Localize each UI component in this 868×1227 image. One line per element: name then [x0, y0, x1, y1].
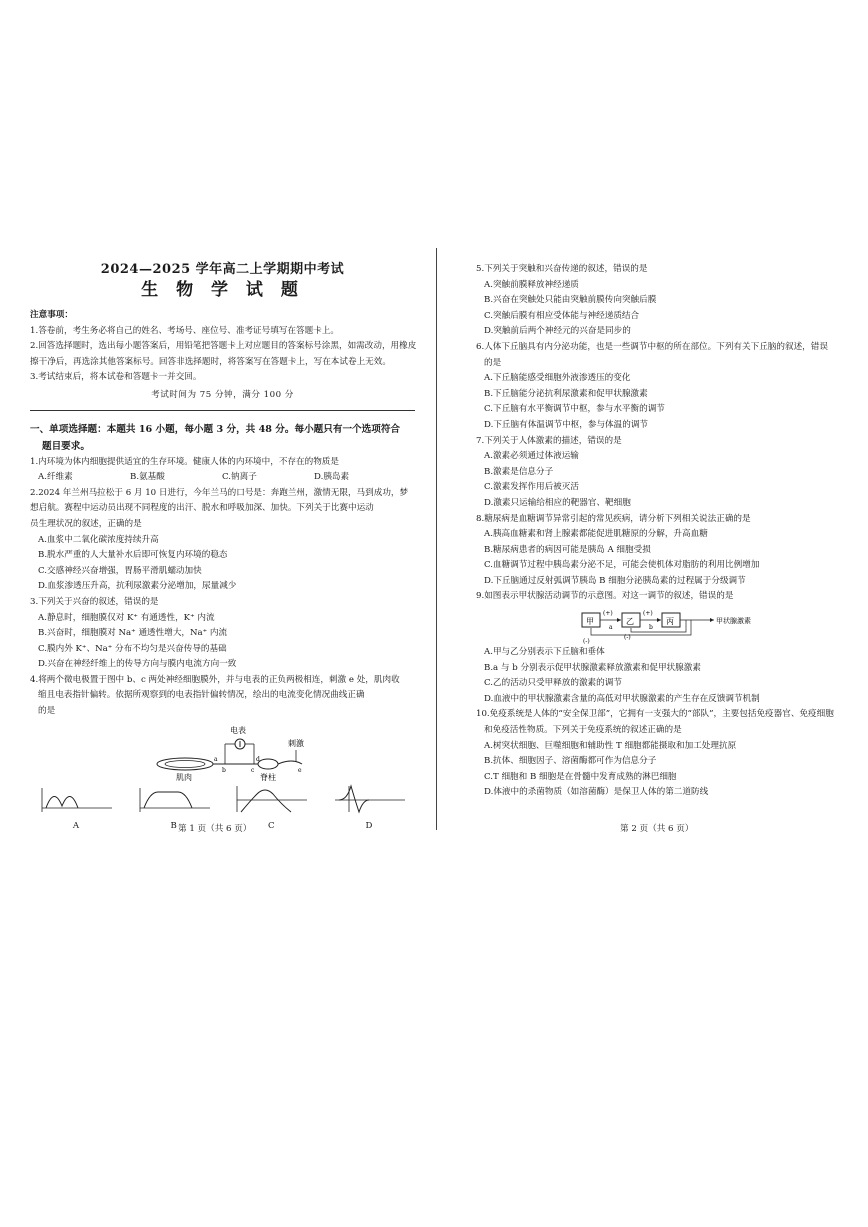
- option-b: B.糖尿病患者的病因可能是胰岛 A 细胞受损: [484, 544, 651, 555]
- muscle-label: 肌肉: [176, 772, 192, 782]
- question-stem: 缩且电表指针偏转。依据所观察到的电表指针偏转情况，绘出的电流变化情况曲线正确: [38, 690, 365, 701]
- graph-label: C: [268, 821, 275, 832]
- option-a: A.纤维素: [38, 472, 73, 483]
- plus-sign: (+): [643, 610, 653, 618]
- option-b: B.下丘脑能分泌抗利尿激素和促甲状腺激素: [484, 388, 648, 399]
- question-8: [476, 512, 861, 590]
- option-a: A.激素必须通过体液运输: [484, 451, 579, 462]
- section-heading-cont: 题目要求。: [42, 440, 90, 452]
- option-d: D.胰岛素: [314, 472, 350, 483]
- question-9: [476, 589, 861, 707]
- option-d: D.血液中的甲状腺激素含量的高低对甲状腺激素的产生存在反馈调节机制: [484, 693, 760, 704]
- option-c: C.突触后膜有相应受体能与神经递质结合: [484, 310, 640, 321]
- point-label: d: [256, 755, 260, 763]
- question-stem: 5.下列关于突触和兴奋传递的叙述，错误的是: [476, 264, 648, 274]
- graph-a: [36, 784, 116, 832]
- meter-label: 电表: [230, 725, 246, 735]
- option-b: B.兴奋时，细胞膜对 Na⁺ 通透性增大，Na⁺ 内流: [38, 628, 228, 639]
- option-b: B.激素是信息分子: [484, 466, 554, 477]
- box-bing: 丙: [666, 617, 674, 627]
- option-d: D.体液中的杀菌物质（如溶菌酶）是保卫人体的第二道防线: [484, 787, 709, 798]
- section-heading: 一、单项选择题：本题共 16 小题，每小题 3 分，共 48 分。每小题只有一个选项符合: [30, 423, 401, 435]
- option-a: A.突触前膜释放神经递质: [484, 279, 579, 290]
- curve-graph: [134, 784, 214, 814]
- question-stem: 的是: [38, 706, 56, 717]
- option-d: D.突触前后两个神经元的兴奋是同步的: [484, 326, 631, 337]
- option-d: D.血浆渗透压升高，抗利尿激素分泌增加，尿量减少: [38, 581, 237, 592]
- options-row: [30, 470, 415, 486]
- label-a: a: [609, 624, 613, 632]
- nerve-muscle-figure: [30, 720, 415, 784]
- point-label: c: [251, 766, 255, 774]
- question-stem: 9.如图表示甲状腺活动调节的示意图。对这一调节的叙述，错误的是: [476, 591, 734, 602]
- option-b: B.a 与 b 分别表示促甲状腺激素释放激素和促甲状腺激素: [484, 662, 701, 673]
- question-stem: 6.人体下丘脑具有内分泌功能，也是一些调节中枢的所在部位。下列有关下丘脑的叙述，错误: [476, 341, 828, 352]
- point-label: e: [298, 766, 302, 774]
- option-a: A.树突状细胞、巨噬细胞和辅助性 T 细胞都能摄取和加工处理抗原: [484, 740, 737, 751]
- option-b: B.兴奋在突触处只能由突触前膜传向突触后膜: [484, 295, 657, 306]
- plus-sign: (+): [603, 610, 613, 618]
- notice-heading: 注意事项：: [30, 310, 73, 320]
- box-yi: 乙: [626, 617, 634, 627]
- stimulus-label: 刺激: [288, 738, 304, 748]
- option-b: B.脱水严重的人大量补水后即可恢复内环境的稳态: [38, 550, 228, 561]
- question-stem: 的是: [484, 357, 502, 368]
- right-page: [476, 262, 861, 801]
- option-a: A.血浆中二氧化碳浓度持续升高: [38, 534, 159, 545]
- graph-d: [329, 784, 409, 832]
- output-label: 甲状腺激素: [716, 617, 751, 626]
- option-c: C.膜内外 K⁺、Na⁺ 分布不均匀是兴奋传导的基础: [38, 643, 227, 654]
- question-1: [30, 455, 415, 486]
- option-d: D.下丘脑通过反射弧调节胰岛 B 细胞分泌胰岛素的过程属于分级调节: [484, 575, 746, 586]
- notice-line: 2.回答选择题时，选出每小题答案后，用铅笔把答题卡上对应题目的答案标号涂黑，如需改动，用橡皮: [30, 341, 417, 352]
- option-d: D.兴奋在神经纤维上的传导方向与膜内电流方向一致: [38, 659, 237, 670]
- question-stem: 想启航。赛程中运动员出现不同程度的出汗、脱水和呼吸加深、加快。下列关于比赛中运动: [30, 503, 374, 514]
- page-footer-left: 第 1 页（共 6 页）: [178, 824, 252, 834]
- option-b: B.抗体、细胞因子、溶菌酶都可作为信息分子: [484, 756, 657, 767]
- page-footer-right: 第 2 页（共 6 页）: [620, 824, 694, 834]
- question-10: [476, 707, 861, 801]
- question-stem: 1.内环境为体内细胞提供适宜的生存环境。健康人体的内环境中，不存在的物质是: [30, 456, 339, 467]
- curve-graph: [36, 784, 116, 814]
- question-6: [476, 340, 861, 434]
- curve-graph: [231, 784, 311, 814]
- notice-block: [30, 308, 415, 404]
- box-jia: 甲: [586, 617, 594, 627]
- option-d: D.激素只运输给相应的靶器官、靶细胞: [484, 497, 631, 508]
- graph-label: B: [170, 821, 177, 832]
- option-c: C.血糖调节过程中胰岛素分泌不足，可能会使机体对脂肪的利用比例增加: [484, 560, 760, 571]
- option-a: A.下丘脑能感受细胞外液渗透压的变化: [484, 373, 631, 384]
- question-stem: 3.下列关于兴奋的叙述，错误的是: [30, 596, 159, 607]
- minus-sign: (-): [624, 634, 631, 642]
- question-7: [476, 434, 861, 512]
- notice-line: 3.考试结束后，将本试卷和答题卡一并交回。: [30, 372, 202, 383]
- question-5: [476, 262, 861, 340]
- exam-header: [30, 262, 415, 302]
- divider: [30, 410, 415, 411]
- question-stem: 员生理状况的叙述，正确的是: [30, 518, 142, 529]
- thyroid-regulation-diagram: [476, 605, 861, 645]
- minus-sign: (-): [583, 638, 590, 646]
- option-d: D.下丘脑有体温调节中枢，参与体温的调节: [484, 419, 649, 430]
- point-label: b: [222, 766, 226, 774]
- subject-title: 生 物 学 试 题: [141, 280, 304, 300]
- graph-label: D: [365, 821, 373, 832]
- option-c: C.钠离子: [222, 472, 257, 483]
- question-stem: 10.免疫系统是人体的“安全保卫部”，它拥有一支强大的“部队”，主要包括免疫器官、免疫细胞: [476, 709, 834, 720]
- option-a: A.静息时，细胞膜仅对 K⁺ 有通透性，K⁺ 内流: [38, 612, 215, 623]
- option-c: C.下丘脑有水平衡调节中枢，参与水平衡的调节: [484, 404, 665, 415]
- question-stem: 2.2024 年兰州马拉松于 6 月 10 日进行，今年兰马的口号是：奔跑兰州，激情无限，马到成功，梦: [30, 487, 409, 498]
- label-b: b: [649, 624, 653, 632]
- notice-line: 擦干净后，再选涂其他答案标号。回答非选择题时，将答案写在答题卡上，写在本试卷上无效。: [30, 356, 391, 367]
- option-c: C.激素发挥作用后被灭活: [484, 482, 579, 493]
- question-stem: 7.下列关于人体激素的描述，错误的是: [476, 435, 622, 446]
- option-b: B.氨基酸: [130, 472, 165, 483]
- spine-label: 脊柱: [260, 772, 276, 782]
- question-stem: 8.糖尿病是血糖调节异常引起的常见疾病，请分析下列相关说法正确的是: [476, 513, 751, 524]
- notice-line: 1.答卷前，考生务必将自己的姓名、考场号、座位号、准考证号填写在答题卡上。: [30, 325, 339, 336]
- page-divider: [436, 248, 437, 830]
- graph-label: A: [72, 821, 80, 832]
- curve-graph: [329, 784, 409, 814]
- question-stem: 和免疫活性物质。下列关于免疫系统的叙述正确的是: [484, 725, 682, 736]
- question-2: [30, 486, 415, 595]
- question-3: [30, 595, 415, 673]
- option-c: C.交感神经兴奋增强，胃肠平滑肌蠕动加快: [38, 565, 202, 576]
- exam-time: 考试时间为 75 分钟，满分 100 分: [151, 389, 294, 400]
- point-label: a: [214, 755, 218, 763]
- option-c: C.T 细胞和 B 细胞是在骨髓中发育成熟的淋巴细胞: [484, 771, 677, 782]
- option-a: A.胰高血糖素和肾上腺素都能促进肌糖原的分解，升高血糖: [484, 529, 708, 540]
- nerve-diagram: [30, 720, 415, 784]
- option-c: C.乙的活动只受甲释放的激素的调节: [484, 678, 622, 689]
- question-stem: 4.将两个微电极置于图中 b、c 两处神经细胞膜外，并与电表的正负两极相连，刺激 e 处，肌肉收: [30, 674, 400, 685]
- exam-title: 2024—2025 学年高二上学期期中考试: [100, 262, 345, 277]
- flow-diagram: [476, 605, 861, 645]
- option-a: A.甲与乙分别表示下丘脑和垂体: [484, 647, 605, 658]
